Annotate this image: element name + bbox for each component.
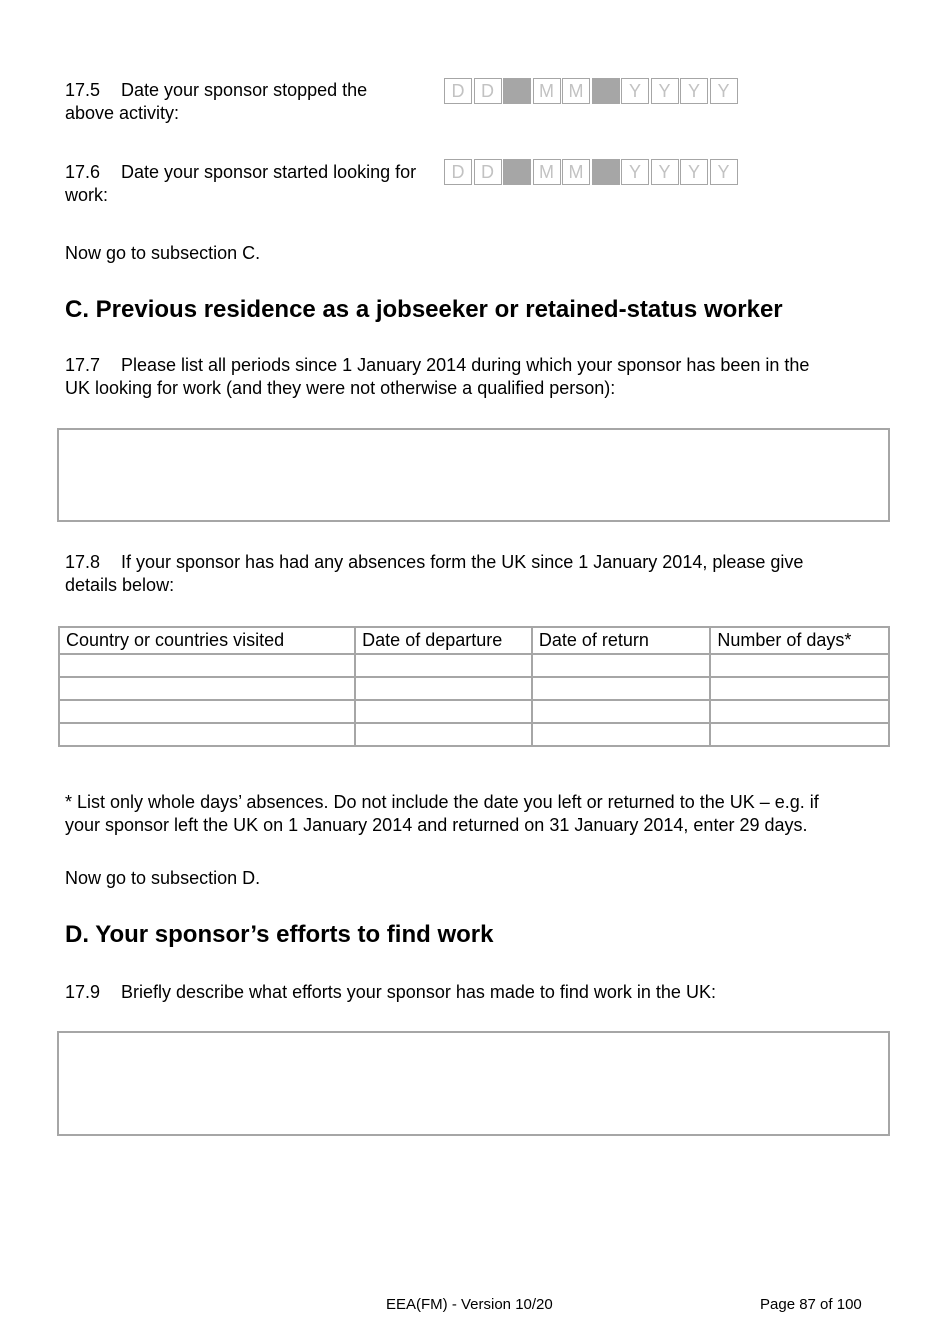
table-row bbox=[59, 654, 889, 677]
country-cell[interactable] bbox=[59, 700, 355, 723]
return-cell[interactable] bbox=[532, 654, 711, 677]
date-input-17-5[interactable] bbox=[444, 78, 739, 104]
date-separator bbox=[503, 159, 531, 185]
departure-cell[interactable] bbox=[355, 677, 532, 700]
year-digit-2[interactable]: Y bbox=[651, 78, 679, 104]
month-digit-1[interactable]: M bbox=[533, 159, 561, 185]
question-17-9-label: 17.9 Briefly describe what efforts your sponsor has made to find work in the UK: bbox=[65, 982, 716, 1002]
day-digit-2[interactable]: D bbox=[474, 159, 502, 185]
absences-table bbox=[58, 626, 890, 747]
year-digit-2[interactable]: Y bbox=[651, 159, 679, 185]
days-cell[interactable] bbox=[710, 723, 889, 746]
jobseeker-periods-textarea[interactable] bbox=[57, 428, 890, 522]
date-input-17-6[interactable] bbox=[444, 159, 739, 185]
question-17-6-label: 17.6 Date your sponsor started looking for work: bbox=[65, 162, 417, 205]
return-cell[interactable] bbox=[532, 700, 711, 723]
question-17-7-label: 17.7 Please list all periods since 1 January 2014 during which your sponsor has been in the UK looking for work (and they were not otherwise a qualified person): bbox=[65, 355, 810, 398]
month-digit-2[interactable]: M bbox=[562, 159, 590, 185]
question-number: 17.8 bbox=[65, 552, 101, 572]
year-digit-3[interactable]: Y bbox=[680, 78, 708, 104]
job-search-efforts-textarea[interactable] bbox=[57, 1031, 890, 1136]
day-digit-1[interactable]: D bbox=[444, 159, 472, 185]
goto-subsection-d: Now go to subsection D. bbox=[65, 868, 261, 888]
footer-version: EEA(FM) - Version 10/20 bbox=[386, 1296, 553, 1313]
table-row bbox=[59, 700, 889, 723]
year-digit-4[interactable]: Y bbox=[710, 159, 738, 185]
days-cell[interactable] bbox=[710, 700, 889, 723]
question-number: 17.5 bbox=[65, 80, 101, 100]
goto-subsection-c: Now go to subsection C. bbox=[65, 243, 261, 263]
section-c-heading: C. Previous residence as a jobseeker or retained-status worker bbox=[65, 296, 783, 323]
year-digit-4[interactable]: Y bbox=[710, 78, 738, 104]
date-separator bbox=[592, 159, 620, 185]
table-row bbox=[59, 723, 889, 746]
country-cell[interactable] bbox=[59, 677, 355, 700]
absences-footnote: * List only whole days’ absences. Do not include the date you left or returned to the UK – e.g. if your sponsor left the UK on 1 January 2014 and returned on 31 January 2014, enter 29 days. bbox=[65, 792, 819, 835]
question-17-5-label: 17.5 Date your sponsor stopped the above activity: bbox=[65, 80, 368, 123]
date-separator bbox=[592, 78, 620, 104]
column-header-days: Number of days* bbox=[710, 627, 889, 654]
return-cell[interactable] bbox=[532, 677, 711, 700]
day-digit-1[interactable]: D bbox=[444, 78, 472, 104]
table-header-row bbox=[59, 627, 889, 654]
country-cell[interactable] bbox=[59, 723, 355, 746]
departure-cell[interactable] bbox=[355, 654, 532, 677]
departure-cell[interactable] bbox=[355, 700, 532, 723]
departure-cell[interactable] bbox=[355, 723, 532, 746]
date-separator bbox=[503, 78, 531, 104]
year-digit-1[interactable]: Y bbox=[621, 78, 649, 104]
day-digit-2[interactable]: D bbox=[474, 78, 502, 104]
month-digit-2[interactable]: M bbox=[562, 78, 590, 104]
table-row bbox=[59, 677, 889, 700]
return-cell[interactable] bbox=[532, 723, 711, 746]
footer-page-number: Page 87 of 100 bbox=[760, 1296, 862, 1313]
column-header-departure: Date of departure bbox=[355, 627, 532, 654]
section-d-heading: D. Your sponsor’s efforts to find work bbox=[65, 921, 494, 948]
question-number: 17.7 bbox=[65, 355, 101, 375]
question-number: 17.9 bbox=[65, 982, 101, 1002]
month-digit-1[interactable]: M bbox=[533, 78, 561, 104]
country-cell[interactable] bbox=[59, 654, 355, 677]
column-header-country: Country or countries visited bbox=[59, 627, 355, 654]
days-cell[interactable] bbox=[710, 677, 889, 700]
question-17-8-label: 17.8 If your sponsor has had any absences form the UK since 1 January 2014, please give details below: bbox=[65, 552, 804, 595]
days-cell[interactable] bbox=[710, 654, 889, 677]
column-header-return: Date of return bbox=[532, 627, 711, 654]
year-digit-3[interactable]: Y bbox=[680, 159, 708, 185]
question-number: 17.6 bbox=[65, 162, 101, 182]
year-digit-1[interactable]: Y bbox=[621, 159, 649, 185]
